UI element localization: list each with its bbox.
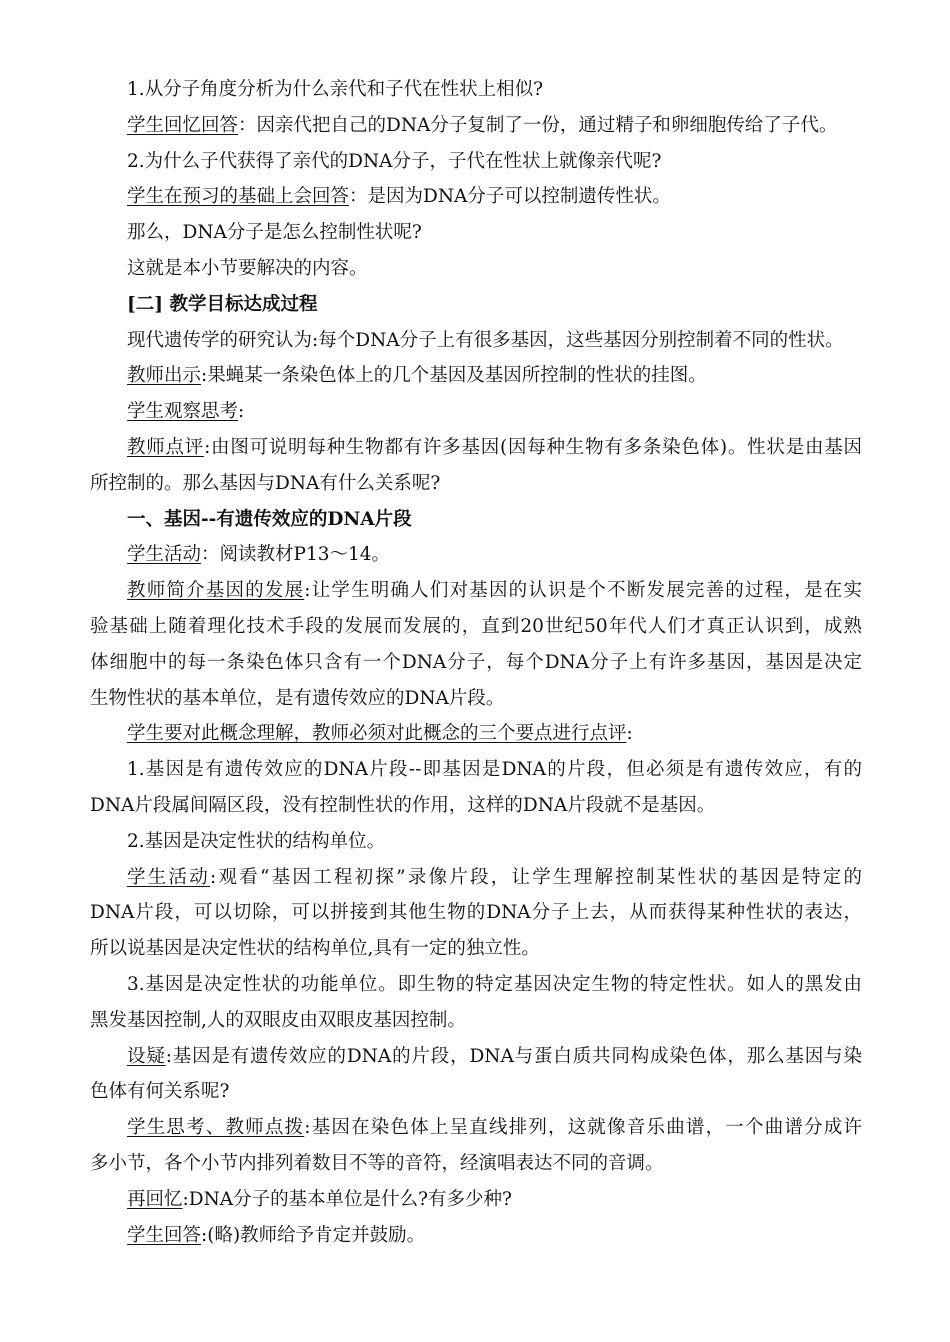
text-run: 色体有何关系呢? [90, 1081, 230, 1103]
text-line [90, 860, 862, 896]
paragraph [90, 967, 862, 1039]
text-run: :果蝇某一条染色体上的几个基因及基因所控制的性状的挂图。 [201, 365, 707, 387]
text-run: :(略)教师给予肯定并鼓励。 [201, 1224, 426, 1246]
paragraph [90, 358, 862, 394]
text-line [90, 1003, 862, 1039]
text-run: : [238, 401, 245, 423]
text-line [90, 430, 862, 466]
text-line [90, 215, 862, 251]
text-line [90, 788, 862, 824]
text-line [90, 609, 862, 645]
text-run: 多小节，各个小节内排列着数目不等的音符，经演唱表达不同的音调。 [90, 1152, 664, 1174]
text-run: :由图可说明每种生物都有许多基因(因每种生物有多条染色体)。性状是由基因 [204, 436, 862, 458]
text-line [90, 1039, 862, 1075]
text-line [90, 824, 862, 860]
underlined-label: 再回忆 [127, 1188, 183, 1210]
text-run: 现代遗传学的研究认为:每个DNA分子上有很多基因，这些基因分别控制着不同的性状。 [127, 329, 844, 351]
paragraph [90, 1039, 862, 1111]
paragraph [90, 716, 862, 752]
paragraph [90, 430, 862, 502]
underlined-label: 学生要对此概念理解，教师必须对此概念的三个要点进行点评 [127, 723, 627, 745]
text-run: 黑发基因控制,人的双眼皮由双眼皮基因控制。 [90, 1009, 466, 1031]
text-line [90, 1182, 862, 1218]
text-line [90, 358, 862, 394]
text-line [90, 752, 862, 788]
underlined-label: 教师简介基因的发展 [127, 580, 305, 602]
text-line [90, 144, 862, 180]
text-line [90, 1110, 862, 1146]
text-run: 验基础上随着理化技术手段的发展而发展的，直到20世纪50年代人们才真正认识到，成熟 [90, 615, 862, 637]
underlined-label: 学生回答 [127, 1224, 202, 1246]
text-run: :基因在染色体上呈直线排列，这就像音乐曲谱，一个曲谱分成许 [304, 1117, 862, 1139]
paragraph [90, 108, 862, 144]
paragraph [90, 323, 862, 359]
underlined-label: 设疑 [127, 1045, 166, 1067]
underlined-label: 学生在预习的基础上会回答 [127, 186, 350, 208]
paragraph [90, 573, 862, 716]
text-run: 2.为什么子代获得了亲代的DNA分子，子代在性状上就像亲代呢? [127, 150, 662, 172]
text-line [90, 1146, 862, 1182]
paragraph [90, 251, 862, 287]
text-run: 1.从分子角度分析为什么亲代和子代在性状上相似? [127, 79, 544, 100]
text-line [90, 716, 862, 752]
text-line [90, 1074, 862, 1110]
text-line [90, 108, 862, 144]
text-line [90, 645, 862, 681]
text-line [90, 394, 862, 430]
text-run: :DNA分子的基本单位是什么?有多少种? [182, 1188, 512, 1210]
document-body [90, 72, 862, 1253]
text-run: 2.基因是决定性状的结构单位。 [127, 830, 386, 852]
text-run: 这就是本小节要解决的内容。 [127, 257, 368, 279]
paragraph [90, 287, 862, 323]
paragraph [90, 502, 862, 538]
text-run: 所控制的。那么基因与DNA有什么关系呢? [90, 472, 441, 494]
text-line [90, 681, 862, 717]
paragraph [90, 860, 862, 967]
text-run: : [626, 723, 633, 745]
underlined-label: 教师出示 [127, 365, 202, 387]
text-line [90, 537, 862, 573]
paragraph [90, 537, 862, 573]
text-run: DNA片段，可以切除，可以拼接到其他生物的DNA分子上去，从而获得某种性状的表达， [90, 902, 862, 924]
text-run: :观看“基因工程初探”录像片段，让学生理解控制某性状的基因是特定的 [209, 866, 862, 888]
paragraph [90, 1182, 862, 1218]
text-line [90, 466, 862, 502]
text-run: 那么，DNA分子是怎么控制性状呢? [127, 222, 422, 244]
underlined-label: 学生思考、教师点拨 [127, 1117, 305, 1139]
text-run: DNA片段属间隔区段，没有控制性状的作用，这样的DNA片段就不是基因。 [90, 794, 716, 816]
text-line [90, 72, 862, 108]
text-run: 所以说基因是决定性状的结构单位,具有一定的独立性。 [90, 938, 540, 960]
underlined-label: 学生活动 [127, 544, 202, 566]
text-run: ：因亲代把自己的DNA分子复制了一份，通过精子和卵细胞传给了子代。 [238, 114, 838, 136]
paragraph [90, 394, 862, 430]
text-line [90, 179, 862, 215]
text-run: ：阅读教材P13～14。 [201, 544, 391, 566]
underlined-label: 教师点评 [127, 436, 205, 458]
text-line [90, 1218, 862, 1254]
text-line [90, 287, 862, 323]
text-line [90, 895, 862, 931]
paragraph [90, 179, 862, 215]
text-run: 生物性状的基本单位，是有遗传效应的DNA片段。 [90, 687, 505, 709]
text-line [90, 931, 862, 967]
text-line [90, 967, 862, 1003]
text-run: 1.基因是有遗传效应的DNA片段--即基因是DNA的片段，但必须是有遗传效应，有的 [127, 759, 862, 781]
underlined-label: 学生活动 [127, 866, 210, 888]
paragraph [90, 752, 862, 824]
paragraph [90, 1218, 862, 1254]
paragraph [90, 72, 862, 108]
section-heading: 一、基因--有遗传效应的DNA片段 [127, 508, 412, 530]
text-run: 体细胞中的每一条染色体只含有一个DNA分子，每个DNA分子上有许多基因，基因是决定 [90, 651, 862, 673]
paragraph [90, 215, 862, 251]
text-line [90, 502, 862, 538]
paragraph [90, 824, 862, 860]
section-heading: [二] 教学目标达成过程 [127, 293, 318, 315]
text-line [90, 323, 862, 359]
text-run: ：是因为DNA分子可以控制遗传性状。 [349, 186, 671, 208]
paragraph [90, 144, 862, 180]
text-line [90, 251, 862, 287]
text-run: 3.基因是决定性状的功能单位。即生物的特定基因决定生物的特定性状。如人的黑发由 [127, 973, 862, 995]
underlined-label: 学生回忆回答 [127, 114, 239, 136]
text-run: :让学生明确人们对基因的认识是个不断发展完善的过程，是在实 [304, 580, 862, 602]
text-run: :基因是有遗传效应的DNA的片段，DNA与蛋白质共同构成染色体，那么基因与染 [165, 1045, 862, 1067]
underlined-label: 学生观察思考 [127, 401, 239, 423]
paragraph [90, 1110, 862, 1182]
text-line [90, 573, 862, 609]
